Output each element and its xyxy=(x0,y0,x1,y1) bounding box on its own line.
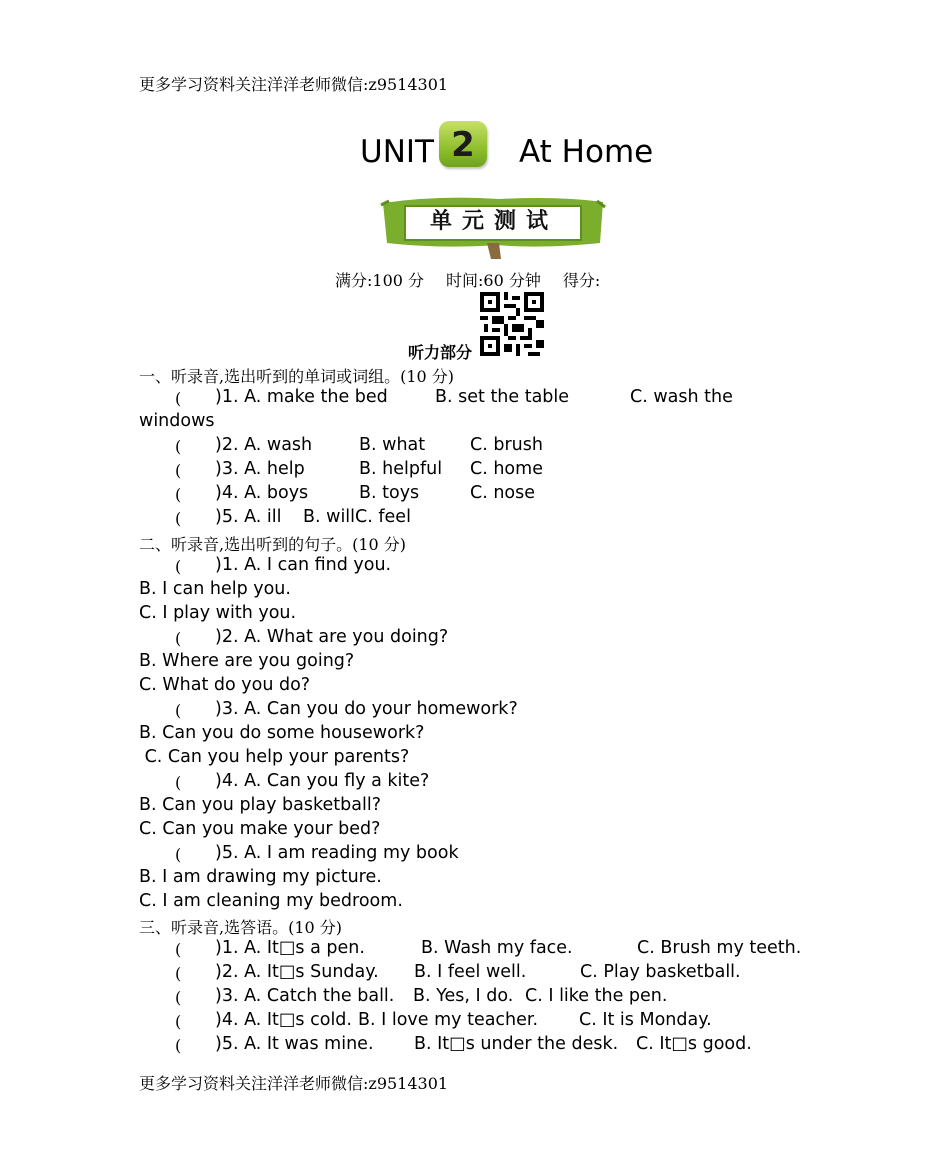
s3-q3-option-a: )3. A. Catch the ball. xyxy=(215,986,395,1006)
time-limit: 时间:60 分钟 xyxy=(446,271,541,290)
s2-q5-option-b: B. I am drawing my picture. xyxy=(139,867,382,887)
s3-q4-option-c: C. It is Monday. xyxy=(579,1010,712,1030)
s3-q4-option-b: B. I love my teacher. xyxy=(358,1010,539,1030)
s2-q4-option-a: )4. A. Can you fly a kite? xyxy=(215,771,430,791)
s2-q3-option-b: B. Can you do some housework? xyxy=(139,723,425,743)
answer-paren: ( xyxy=(175,629,182,648)
answer-paren: ( xyxy=(175,509,182,528)
s2-q1-option-a: )1. A. I can find you. xyxy=(215,555,392,575)
answer-paren: ( xyxy=(175,557,182,576)
s1-q3-option-c: C. home xyxy=(470,459,543,479)
answer-paren: ( xyxy=(175,1012,182,1031)
answer-paren: ( xyxy=(175,389,182,408)
footer-note: 更多学习资料关注洋洋老师微信:z9514301 xyxy=(139,1074,449,1093)
section-1-heading: 一、听录音,选出听到的单词或词组。(10 分) xyxy=(139,367,455,386)
listening-section-label: 听力部分 xyxy=(408,343,473,362)
s3-q2-option-c: C. Play basketball. xyxy=(580,962,741,982)
s2-q4-option-b: B. Can you play basketball? xyxy=(139,795,381,815)
s1-q1-option-b: B. set the table xyxy=(435,387,570,407)
s1-q1-option-c-cont: windows xyxy=(139,411,215,431)
s2-q3-option-c: C. Can you help your parents? xyxy=(139,747,410,767)
s1-q1-option-c: C. wash the xyxy=(630,387,733,407)
s3-q2-option-b: B. I feel well. xyxy=(414,962,527,982)
answer-paren: ( xyxy=(175,988,182,1007)
s3-q3-option-b: B. Yes, I do. xyxy=(413,986,514,1006)
banner-title: 单元测试 xyxy=(429,209,558,234)
s2-q1-option-b: B. I can help you. xyxy=(139,579,291,599)
s3-q3-option-c: C. I like the pen. xyxy=(525,986,668,1006)
unit-number: 2 xyxy=(451,125,475,165)
s2-q5-option-a: )5. A. I am reading my book xyxy=(215,843,459,863)
full-score: 满分:100 分 xyxy=(335,271,425,290)
s3-q1-option-a: )1. A. It□s a pen. xyxy=(215,938,365,958)
s1-q4-option-b: B. toys xyxy=(359,483,420,503)
section-3-heading: 三、听录音,选答语。(10 分) xyxy=(139,918,343,937)
s2-q5-option-c: C. I am cleaning my bedroom. xyxy=(139,891,403,911)
s1-q2-option-a: )2. A. wash xyxy=(215,435,313,455)
s1-q5-option-bc: B. willC. feel xyxy=(303,507,411,527)
qr-code-icon xyxy=(480,292,544,356)
s1-q1-option-a: )1. A. make the bed xyxy=(215,387,388,407)
score-line xyxy=(335,268,622,291)
answer-paren: ( xyxy=(175,940,182,959)
answer-paren: ( xyxy=(175,461,182,480)
answer-paren: ( xyxy=(175,845,182,864)
answer-paren: ( xyxy=(175,437,182,456)
s1-q5-option-a: )5. A. ill xyxy=(215,507,282,527)
s3-q2-option-a: )2. A. It□s Sunday. xyxy=(215,962,379,982)
s3-q4-option-a: )4. A. It□s cold. xyxy=(215,1010,352,1030)
unit-title: At Home xyxy=(519,134,654,170)
s2-q2-option-c: C. What do you do? xyxy=(139,675,311,695)
header-note: 更多学习资料关注洋洋老师微信:z9514301 xyxy=(139,75,449,94)
s3-q5-option-a: )5. A. It was mine. xyxy=(215,1034,374,1054)
s2-q4-option-c: C. Can you make your bed? xyxy=(139,819,381,839)
s2-q1-option-c: C. I play with you. xyxy=(139,603,297,623)
unit-number-badge xyxy=(439,121,487,167)
unit-label: UNIT xyxy=(360,134,434,170)
answer-paren: ( xyxy=(175,701,182,720)
s2-q3-option-a: )3. A. Can you do your homework? xyxy=(215,699,518,719)
s1-q4-option-a: )4. A. boys xyxy=(215,483,309,503)
s3-q1-option-c: C. Brush my teeth. xyxy=(637,938,802,958)
answer-paren: ( xyxy=(175,773,182,792)
answer-paren: ( xyxy=(175,1036,182,1055)
s1-q3-option-b: B. helpful xyxy=(359,459,443,479)
section-2-heading: 二、听录音,选出听到的句子。(10 分) xyxy=(139,535,407,554)
s3-q1-option-b: B. Wash my face. xyxy=(421,938,573,958)
s2-q2-option-b: B. Where are you going? xyxy=(139,651,355,671)
s1-q3-option-a: )3. A. help xyxy=(215,459,305,479)
s3-q5-option-b: B. It□s under the desk. xyxy=(414,1034,619,1054)
s2-q2-option-a: )2. A. What are you doing? xyxy=(215,627,449,647)
answer-paren: ( xyxy=(175,485,182,504)
s1-q2-option-c: C. brush xyxy=(470,435,543,455)
score-got: 得分: xyxy=(562,271,601,290)
answer-paren: ( xyxy=(175,964,182,983)
s1-q4-option-c: C. nose xyxy=(470,483,536,503)
s3-q5-option-c: C. It□s good. xyxy=(636,1034,752,1054)
s1-q2-option-b: B. what xyxy=(359,435,426,455)
